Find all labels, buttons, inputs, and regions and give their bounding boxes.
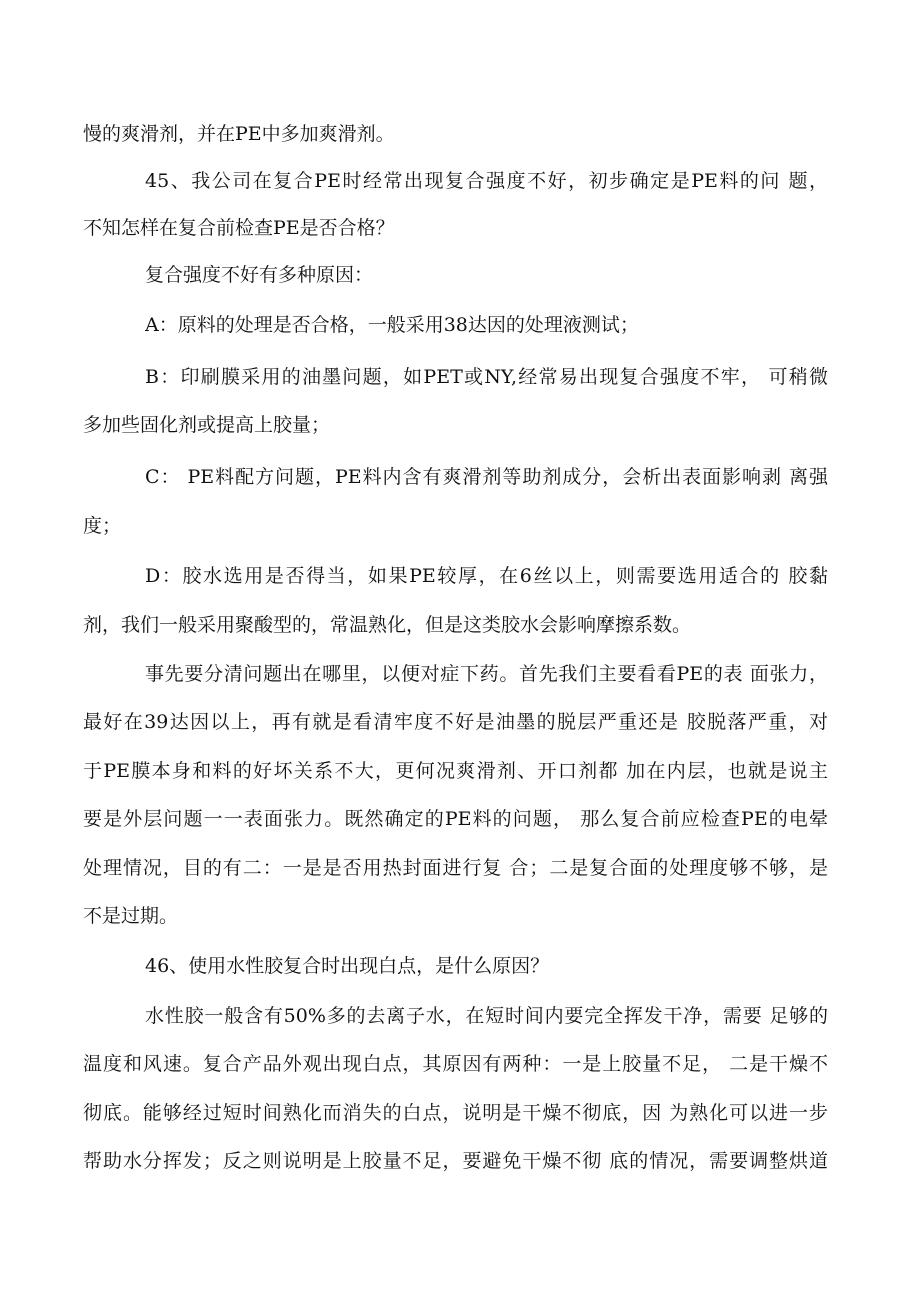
list-item-b: B：印刷膜采用的油墨问题，如PET或NY,经常易出现复合强度不牢， 可稍微 — [145, 366, 828, 388]
text-line: 要是外层问题一一表面张力。既然确定的PE料的问题， 那么复合前应检查PE的电晕 — [83, 808, 828, 830]
question-46-heading: 46、使用水性胶复合时出现白点，是什么原因？ — [145, 955, 550, 977]
text-line: 水性胶一般含有50%多的去离子水，在短时间内要完全挥发干净，需要 足够的 — [145, 1005, 828, 1027]
text-line: 于PE膜本身和料的好坏关系不大，更何况爽滑剂、开口剂都 加在内层，也就是说主 — [83, 760, 828, 782]
text-line: 温度和风速。复合产品外观出现白点，其原因有两种：一是上胶量不足， 二是干燥不 — [83, 1053, 828, 1075]
text-line: 事先要分清问题出在哪里，以便对症下药。首先我们主要看看PE的表 面张力， — [145, 663, 828, 685]
text-line: 帮助水分挥发；反之则说明是上胶量不足，要避免干燥不彻 底的情况，需要调整烘道 — [83, 1150, 828, 1172]
text-line: 度； — [83, 515, 122, 537]
text-line: 复合强度不好有多种原因： — [145, 264, 374, 286]
text-line: 慢的爽滑剂，并在PE中多加爽滑剂。 — [83, 123, 395, 145]
text-line: 处理情况，目的有二：一是是否用热封面进行复 合；二是复合面的处理度够不够，是 — [83, 857, 828, 879]
text-line: 彻底。能够经过短时间熟化而消失的白点，说明是干燥不彻底，因 为熟化可以进一步 — [83, 1102, 828, 1124]
text-line: 不是过期。 — [83, 905, 179, 927]
text-line: 不知怎样在复合前检查PE是否合格？ — [83, 217, 395, 239]
list-item-a: A：原料的处理是否合格，一般采用38达因的处理液测试； — [145, 314, 639, 336]
question-45-heading: 45、我公司在复合PE时经常出现复合强度不好，初步确定是PE料的问 题， — [145, 170, 828, 192]
list-item-c: C： PE料配方问题，PE料内含有爽滑剂等助剂成分，会析出表面影响剥 离强 — [145, 466, 828, 488]
text-line: 剂，我们一般采用聚酸型的，常温熟化，但是这类胶水会影响摩擦系数。 — [83, 614, 692, 636]
list-item-d: D：胶水选用是否得当，如果PE较厚，在6丝以上，则需要选用适合的 胶黏 — [145, 565, 828, 587]
text-line: 最好在39达因以上，再有就是看清牢度不好是油墨的脱层严重还是 胶脱落严重，对 — [83, 711, 828, 733]
text-line: 多加些固化剂或提高上胶量； — [83, 414, 331, 436]
